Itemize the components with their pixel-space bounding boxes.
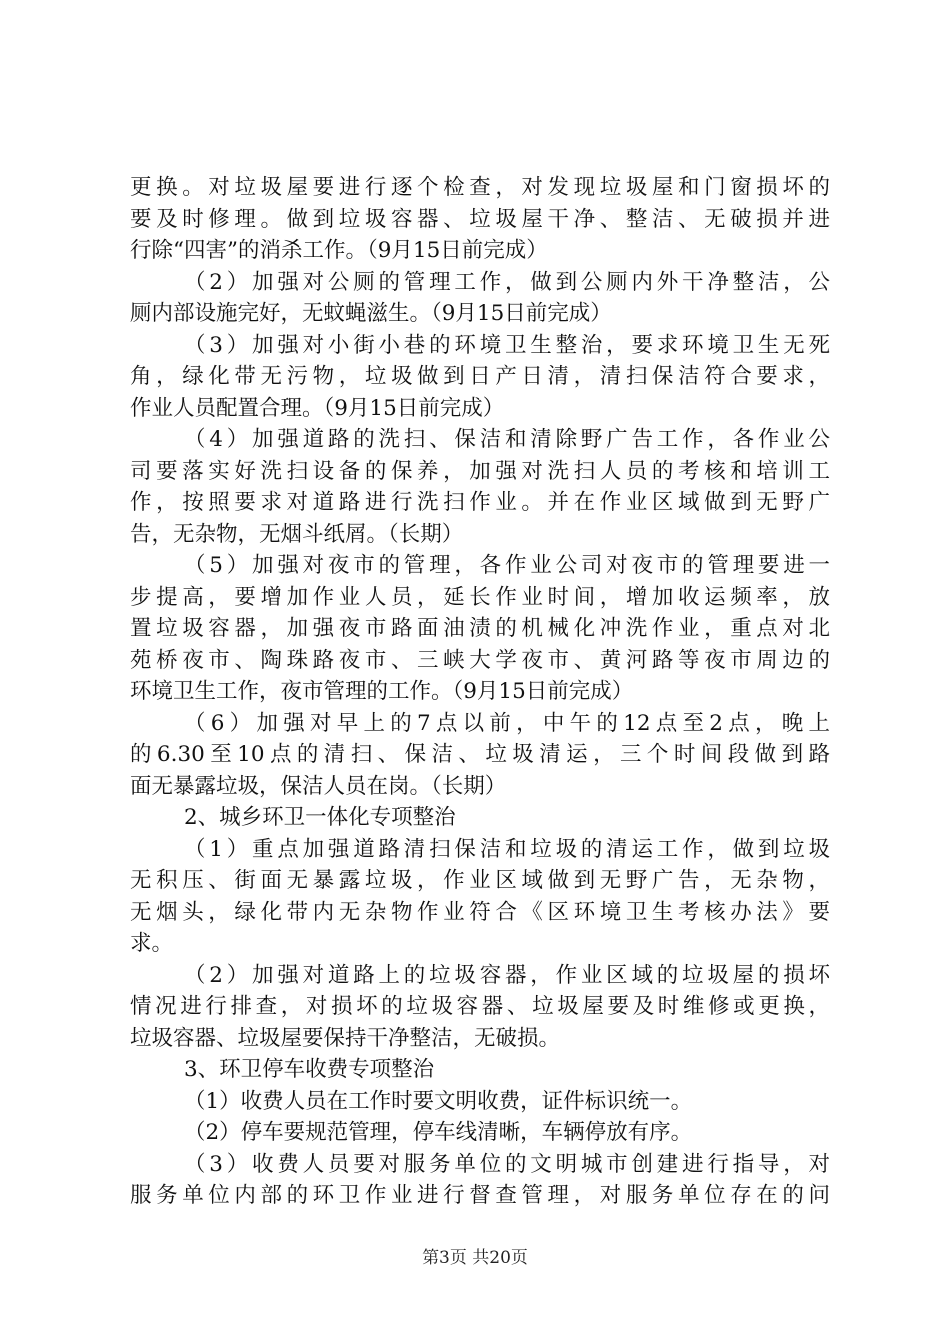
text-line: 厕内部设施完好，无蚊蝇滋生。（9月15日前完成） xyxy=(130,301,612,326)
text-line: 无烟头，绿化带内无杂物作业符合《区环境卫生考核办法》要 xyxy=(130,899,830,925)
text-line: 2、城乡环卫一体化专项整治 xyxy=(184,805,456,830)
text-line: 行除“四害”的消杀工作。（9月15日前完成） xyxy=(130,238,548,263)
text-line: 要及时修理。做到垃圾容器、垃圾屋干净、整洁、无破损并进 xyxy=(130,206,830,232)
text-line: （3）加强对小街小巷的环境卫生整治，要求环境卫生无死 xyxy=(184,332,830,358)
text-line: 服务单位内部的环卫作业进行督查管理，对服务单位存在的问 xyxy=(130,1183,830,1208)
text-line: 角，绿化带无污物，垃圾做到日产日清，清扫保洁符合要求， xyxy=(130,364,830,389)
text-line: 面无暴露垃圾，保洁人员在岗。（长期） xyxy=(130,773,507,799)
text-line: 垃圾容器、垃圾屋要保持干净整洁，无破损。 xyxy=(130,1025,561,1051)
text-line: 置垃圾容器，加强夜市路面油渍的机械化冲洗作业，重点对北 xyxy=(130,616,830,641)
text-line: （4）加强道路的洗扫、保洁和清除野广告工作，各作业公 xyxy=(184,427,830,452)
text-line: （2）加强对道路上的垃圾容器，作业区域的垃圾屋的损坏 xyxy=(184,962,830,988)
text-line: 更换。对垃圾屋要进行逐个检查，对发现垃圾屋和门窗损坏的 xyxy=(130,175,830,200)
text-line: 3、环卫停车收费专项整治 xyxy=(184,1057,435,1082)
text-line: （3）收费人员要对服务单位的文明城市创建进行指导，对 xyxy=(184,1151,830,1177)
text-line: （2）停车要规范管理，停车线清晰，车辆停放有序。 xyxy=(184,1120,693,1145)
text-line: （6）加强对早上的7点以前，中午的12点至2点，晚上 xyxy=(184,710,830,736)
text-line: 环境卫生工作，夜市管理的工作。（9月15日前完成） xyxy=(130,679,634,704)
text-line: 的6.30至10点的清扫、保洁、垃圾清运，三个时间段做到路 xyxy=(130,742,830,767)
text-line: 求。 xyxy=(130,931,174,956)
text-line: 司要落实好洗扫设备的保养，加强对洗扫人员的考核和培训工 xyxy=(130,458,830,484)
text-line: （5）加强对夜市的管理，各作业公司对夜市的管理要进一 xyxy=(184,553,830,578)
text-line: 无积压、街面无暴露垃圾，作业区域做到无野广告，无杂物， xyxy=(130,868,830,893)
text-line: 苑桥夜市、陶珠路夜市、三峡大学夜市、黄河路等夜市周边的 xyxy=(130,647,830,673)
text-line: （2）加强对公厕的管理工作，做到公厕内外干净整洁，公 xyxy=(184,269,830,295)
page-footer: 第3页 共20页 xyxy=(422,1248,528,1268)
text-line: 作，按照要求对道路进行洗扫作业。并在作业区域做到无野广 xyxy=(130,490,830,515)
text-line: （1）收费人员在工作时要文明收费，证件标识统一。 xyxy=(184,1088,693,1114)
text-line: 步提高，要增加作业人员，延长作业时间，增加收运频率，放 xyxy=(130,584,830,610)
text-line: 作业人员配置合理。（9月15日前完成） xyxy=(130,395,505,421)
document-body xyxy=(130,172,830,1212)
text-line: 情况进行排查，对损坏的垃圾容器、垃圾屋要及时维修或更换， xyxy=(130,994,830,1019)
text-line: 告，无杂物，无烟斗纸屑。（长期） xyxy=(130,521,464,547)
text-line: （1）重点加强道路清扫保洁和垃圾的清运工作，做到垃圾 xyxy=(184,836,830,862)
